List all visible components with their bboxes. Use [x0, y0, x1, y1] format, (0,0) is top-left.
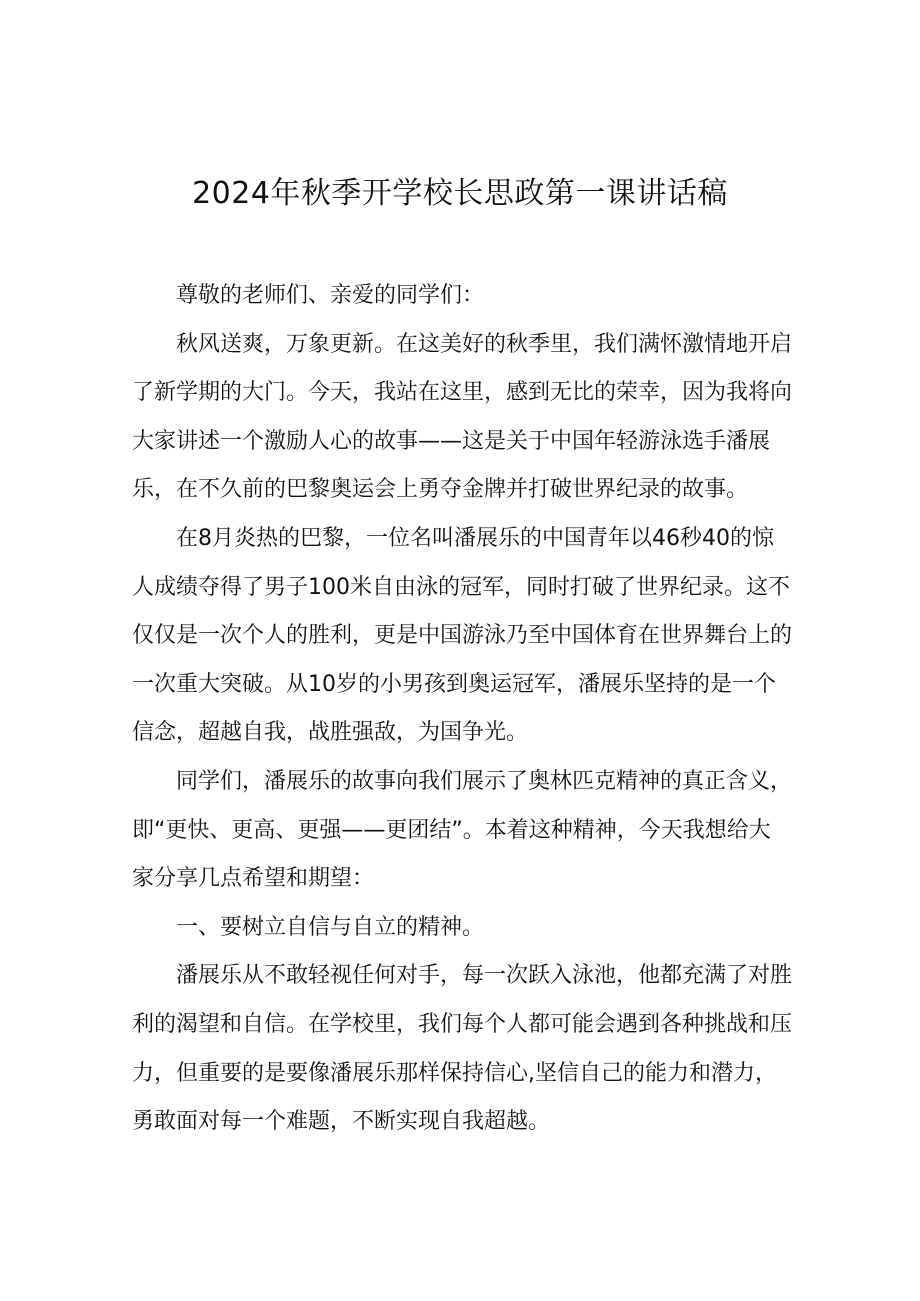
confidence-paragraph: 潘展乐从不敢轻视任何对手，每一次跃入泳池，他都充满了对胜利的渴望和自信。在学校里，我们每个人都可能会遇到各种挑战和压力，但重要的是要像潘展乐那样保持信心,坚信自己的能力和潜力，勇敢面对每一个难题，不断实现自我超越。 — [132, 963, 793, 1135]
opening-paragraph: 秋风送爽，万象更新。在这美好的秋季里，我们满怀激情地开启了新学期的大门。今天，我站在这里，感到无比的荣幸，因为我将向大家讲述一个激励人心的故事——这是关于中国年轻游泳选手潘展乐，在不久前的巴黎奥运会上勇夺金牌并打破世界纪录的故事。 — [132, 331, 793, 503]
olympic-spirit-paragraph: 同学们，潘展乐的故事向我们展示了奥林匹克精神的真正含义，即“更快、更高、更强——更团结”。本着这种精神，今天我想给大家分享几点希望和期望： — [132, 768, 793, 892]
section-heading-1: 一、要树立自信与自立的精神。 — [176, 914, 485, 940]
document-body — [132, 272, 792, 1147]
salutation-paragraph: 尊敬的老师们、亲爱的同学们： — [176, 283, 485, 308]
document-title: 2024年秋季开学校长思政第一课讲话稿 — [192, 176, 728, 211]
story-paragraph: 在8月炎热的巴黎，一位名叫潘展乐的中国青年以46秒40的惊人成绩夺得了男子100米自由泳的冠军，同时打破了世界纪录。这不仅仅是一次个人的胜利，更是中国游泳乃至中国体育在世界舞台上的一次重大突破。从10岁的小男孩到奥运冠军，潘展乐坚持的是一个信念，超越自我，战胜强敌，为国争光。 — [132, 525, 793, 746]
